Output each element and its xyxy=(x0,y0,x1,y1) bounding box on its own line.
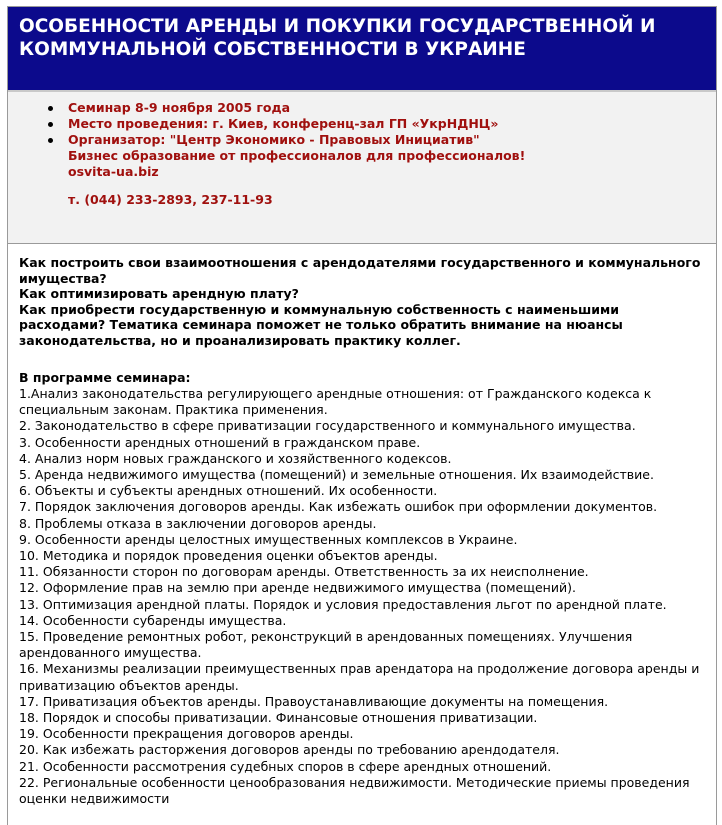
program-item: 6. Объекты и субъекты арендных отношений. Их особенности. xyxy=(19,483,438,499)
program-item: 21. Особенности рассмотрения судебных споров в сфере арендных отношений. xyxy=(19,758,552,774)
website-link[interactable]: osvita-ua.biz xyxy=(68,164,159,179)
program-item: 16. Механизмы реализации преимущественных прав арендатора на продолжение договора аренды и приватизацию объектов аренды. xyxy=(19,661,700,693)
program-item: 9. Особенности аренды целостных имущественных комплексов в Украине. xyxy=(19,531,518,547)
program-item: 3. Особенности арендных отношений в гражданском праве. xyxy=(19,434,421,450)
program-item: 5. Аренда недвижимого имущества (помещений) и земельные отношения. Их взаимодействие. xyxy=(19,467,654,483)
question-3: Как приобрести государственную и коммунальную собственность с наименьшими расходами? Тематика семинара поможет не только обратить внимание на нюансы законодательства, но и проанализировать практику коллег. xyxy=(19,301,623,348)
question-2: Как оптимизировать арендную плату? xyxy=(19,286,299,301)
seminar-organizer: Организатор: "Центр Экономико - Правовых Инициатив" xyxy=(68,132,716,148)
program-title: В программе семинара: xyxy=(19,370,191,385)
program-item: 8. Проблемы отказа в заключении договоров аренды. xyxy=(19,515,377,531)
program-item: 15. Проведение ремонтных робот, реконструкций в арендованных помещениях. Улучшения арендованного имущества. xyxy=(19,629,633,661)
page-header xyxy=(8,7,716,90)
program-item: 1.Анализ законодательства регулирующего арендные отношения: от Гражданского кодекса к специальным законам. Практика применения. xyxy=(19,386,652,418)
spacer xyxy=(68,180,716,192)
program-item: 13. Оптимизация арендной платы. Порядок и условия предоставления льгот по арендной плате. xyxy=(19,596,667,612)
program-item: 17. Приватизация объектов аренды. Правоустанавливающие документы на помещения. xyxy=(19,693,609,709)
program-item: 20. Как избежать расторжения договоров аренды по требованию арендодателя. xyxy=(19,742,560,758)
questions-block xyxy=(19,255,706,348)
phone-numbers: т. (044) 233-2893, 237-11-93 xyxy=(68,192,273,207)
program-item: 2. Законодательство в сфере приватизации государственного и коммунального имущества. xyxy=(19,418,636,434)
seminar-info-list xyxy=(68,100,716,148)
program-item: 11. Обязанности сторон по договорам аренды. Ответственность за их неисполнение. xyxy=(19,564,589,580)
page-frame xyxy=(7,6,717,825)
program-item: 22. Региональные особенности ценообразования недвижимости. Методические приемы проведения оценки недвижимости xyxy=(19,774,690,807)
page-title: ОСОБЕННОСТИ АРЕНДЫ И ПОКУПКИ ГОСУДАРСТВЕННОЙ И КОММУНАЛЬНОЙ СОБСТВЕННОСТИ В УКРАИНЕ xyxy=(19,16,656,60)
slogan: Бизнес образование от профессионалов для профессионалов! xyxy=(68,148,526,163)
question-1: Как построить свои взаимоотношения с арендодателями государственного и коммунального имущества? xyxy=(19,255,701,286)
main-content xyxy=(8,244,716,807)
program-item: 4. Анализ норм новых гражданского и хозяйственного кодексов. xyxy=(19,450,452,466)
program-item: 10. Методика и порядок проведения оценки объектов аренды. xyxy=(19,548,438,564)
program-item: 12. Оформление прав на землю при аренде недвижимого имущества (помещений). xyxy=(19,580,576,596)
seminar-location: Место проведения: г. Киев, конференц-зал ГП «УкрНДНЦ» xyxy=(68,116,716,132)
seminar-date: Семинар 8-9 ноября 2005 года xyxy=(68,100,716,116)
program-list xyxy=(19,386,706,807)
program-item: 7. Порядок заключения договоров аренды. Как избежать ошибок при оформлении документов. xyxy=(19,499,658,515)
program-item: 19. Особенности прекращения договоров аренды. xyxy=(19,726,354,742)
seminar-info-panel xyxy=(8,90,716,244)
program-item: 14. Особенности субаренды имущества. xyxy=(19,612,287,628)
program-item: 18. Порядок и способы приватизации. Финансовые отношения приватизации. xyxy=(19,710,538,726)
